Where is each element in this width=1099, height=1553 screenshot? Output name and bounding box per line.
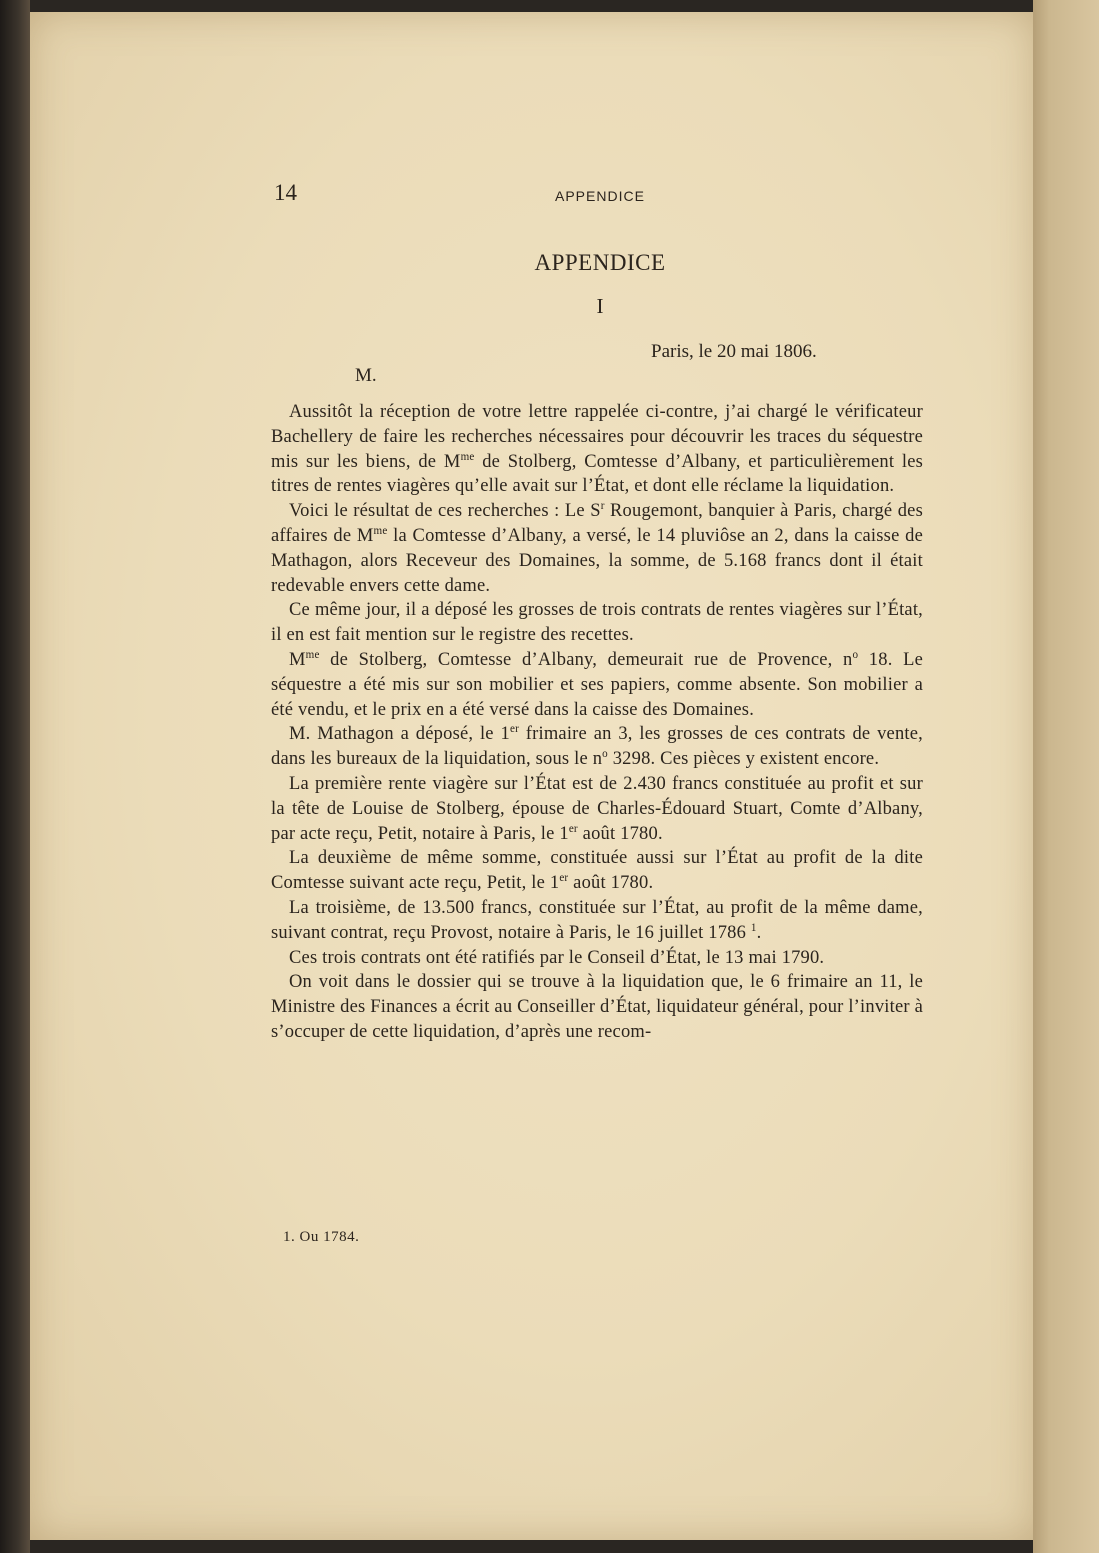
paragraph: $M^{me}$ de Stolberg, Comtesse d’Albany, demeurait rue de Provence, $n^o$ 18. Le séquestre a été mis sur son mobilier et ses papiers, comme absente. Son mobilier a été vendu, et le prix en a été versé dans la caisse des Domaines. [271, 648, 923, 720]
next-page-edge [1033, 0, 1099, 1553]
section-title: APPENDICE [534, 250, 666, 275]
left-margin-edge [0, 0, 30, 1553]
paragraph: La première rente viagère sur l’État est de 2.430 francs constituée au profit et sur la tête de Louise de Stolberg, épouse de Charles-Édouard Stuart, Comte d’Albany, par acte reçu, Petit, notaire à Paris, le 1er août 1780. [271, 773, 923, 844]
letter-dateline: Paris, le 20 mai 1806. [651, 341, 817, 362]
footnote: 1. Ou 1784. [283, 1229, 360, 1245]
page-number: 14 [274, 180, 297, 205]
letter-salutation: M. [355, 365, 377, 386]
paragraph: Ce même jour, il a déposé les grosses de trois contrats de rentes viagères sur l’État, il en est fait mention sur le registre des recettes. [271, 600, 923, 646]
section-number: I [596, 294, 604, 318]
footnote-ref: 1 [750, 921, 757, 934]
paragraph: M. Mathagon a déposé, le 1er frimaire an 3, les grosses de ces contrats de vente, dans les bureaux de la liquidation, sous le $n^o$ 3298. Ces pièces y existent encore. [271, 723, 923, 770]
paragraph: Ces trois contrats ont été ratifiés par le Conseil d’État, le 13 mai 1790. [289, 947, 825, 968]
paragraph: La deuxième de même somme, constituée aussi sur l’État au profit de la dite Comtesse suivant acte reçu, Petit, le 1er août 1780. [271, 848, 923, 894]
paragraph: On voit dans le dossier qui se trouve à la liquidation que, le 6 frimaire an 11, le Ministre des Finances a écrit au Conseiller d’État, liquidateur général, pour l’inviter à s’occuper de cette liquidation, d’après une recom- [271, 972, 923, 1042]
paragraph: Aussitôt la réception de votre lettre rappelée ci-contre, j’ai chargé le vérificateur Bachellery de faire les recherches nécessaires pour découvrir les traces du séquestre mis sur les biens, de $M^{me}$ de Stolberg, Comtesse d’Albany, et particulièrement les titres de rentes viagères qu’elle avait sur l’État, et dont elle réclame la liquidation. [271, 402, 924, 497]
paragraph: Voici le résultat de ces recherches : Le $S^r$ Rougemont, banquier à Paris, chargé des affaires de $M^{me}$ la Comtesse d’Albany, a versé, le 14 pluviôse an 2, dans la caisse de Mathagon, alors Receveur des Domaines, la somme, de 5.168 francs dont il était redevable envers cette dame. [271, 500, 923, 596]
paragraph: La troisième, de 13.500 francs, constituée sur l’État, au profit de la même dame, suivant contrat, reçu Provost, notaire à Paris, le 16 juillet 1786 $^1$. [271, 897, 923, 943]
running-title: APPENDICE [555, 188, 645, 204]
letter-body [271, 400, 923, 1045]
